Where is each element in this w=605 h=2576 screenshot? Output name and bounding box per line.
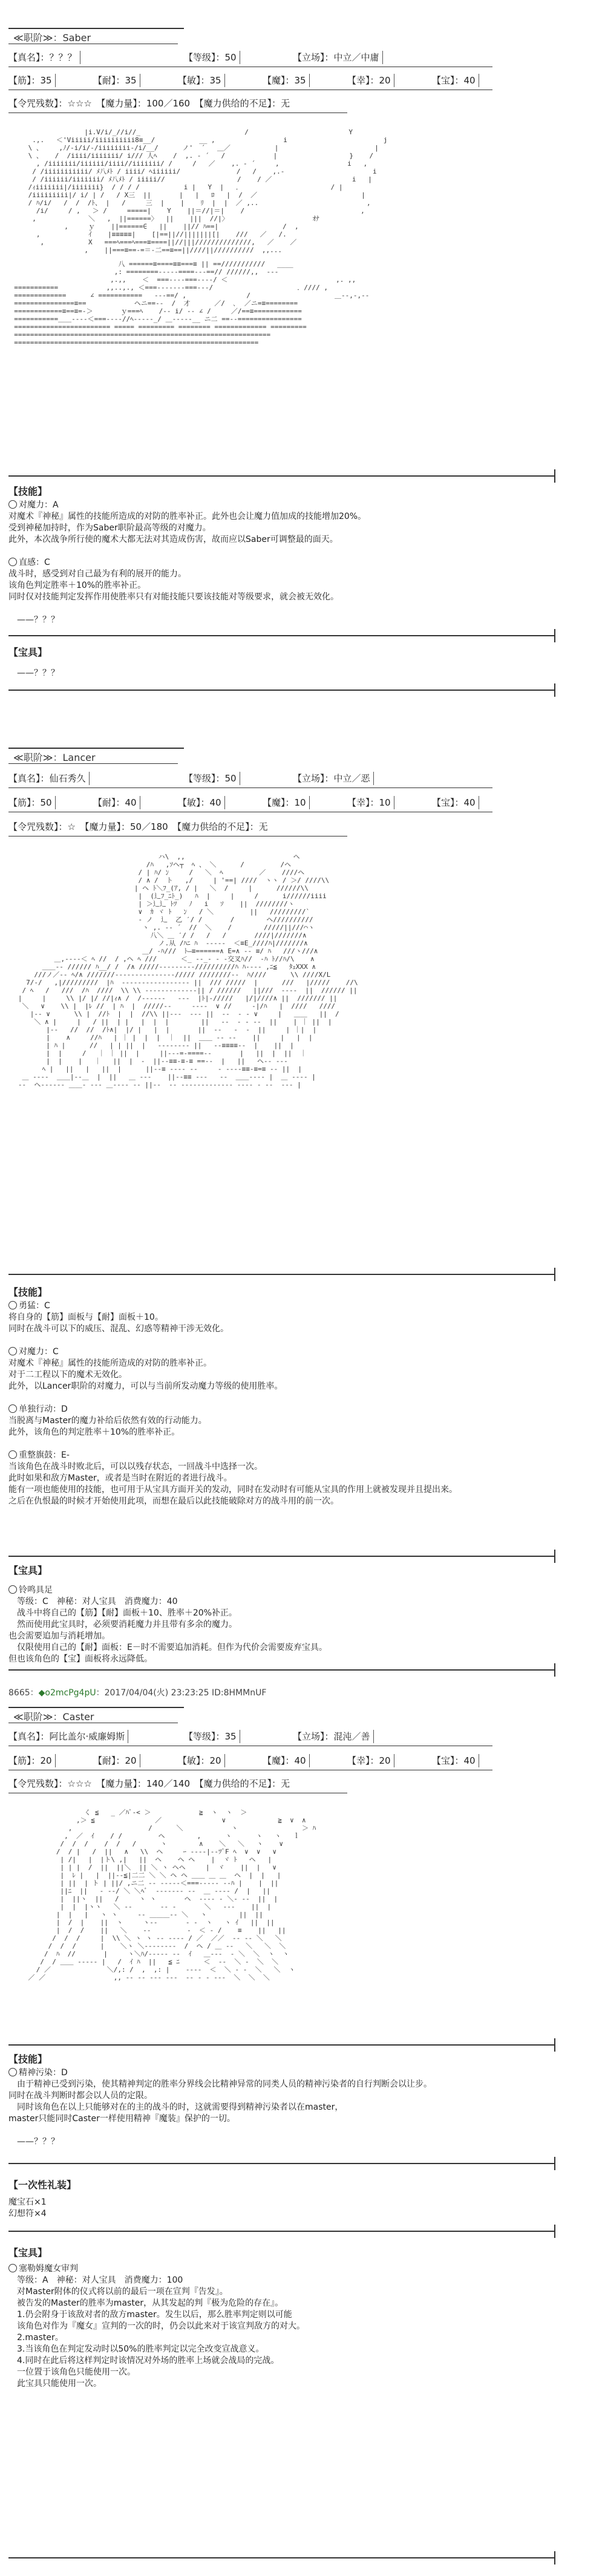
- skill-desc: 此外，本次战争所行使的魔术大都无法对其造成伤害，故而应以Saber可调整最的面天。: [8, 535, 338, 544]
- np-name: 塞勒姆魔女审判: [19, 2264, 78, 2274]
- level: 【等级】：50: [184, 769, 237, 787]
- skill-name: 单独行动：D: [19, 1404, 68, 1414]
- divider: [8, 2163, 555, 2164]
- np-name: ——？？？: [17, 668, 59, 678]
- stat-row-params: [8, 71, 553, 90]
- divider: [8, 1556, 555, 1557]
- np-title: 【宝具】: [8, 2247, 48, 2258]
- divider: [8, 112, 347, 113]
- divider: [554, 2038, 555, 2052]
- skill-desc: 由于精神已受到污染，使其精神判定的胜率分界线会比精神异常的同类人员的精神污染者的自行判断会以让步。: [17, 2079, 432, 2089]
- divider: [8, 635, 555, 636]
- skills-title: 【技能】: [8, 486, 48, 497]
- skill-name: 重整旗鼓：E-: [19, 1450, 70, 1460]
- class-label: ≪职阶≫：Saber: [13, 32, 91, 44]
- stat-np: 【宝】：40: [432, 71, 476, 90]
- divider: [554, 629, 555, 642]
- stat-mag: 【魔】：10: [263, 794, 306, 812]
- skill-block: [8, 500, 571, 626]
- np-name: 铃鸣具足: [19, 1585, 53, 1595]
- np-desc: 但也该角色的【宝】面板将永远降低。: [8, 1654, 152, 1664]
- skill-name: 直感：C: [19, 558, 50, 567]
- bullet-icon: [8, 1301, 17, 1309]
- stat-str: 【筋】：20: [8, 1752, 52, 1770]
- post-header: [8, 1686, 266, 1698]
- mana-row: [8, 1775, 553, 1793]
- np-desc: 战斗中将自己的【筋】【耐】面板＋10、胜率＋20%补正。: [17, 1608, 237, 1618]
- np-desc: 1.仍会附身于该敌对者的敌方master。发生以后，那么胜率判定则以可能: [17, 2310, 292, 2320]
- stat-row-params: [8, 794, 553, 812]
- stat-str: 【筋】：35: [8, 71, 52, 90]
- np-desc: 一位置于该角色只能使用一次。: [17, 2367, 136, 2377]
- skill-block: [8, 2067, 571, 2148]
- divider: [8, 1707, 184, 1708]
- stat-luk: 【幸】：10: [347, 794, 391, 812]
- alignment: 【立场】：中立／恶: [293, 769, 370, 787]
- ascii-art-saber: |i.V/i/_//i//_ / Y .,. ＜'Viiiii/iiiiiiiiii8≡__/ __ , i j \ 、 ,ﾉ/-i/i/-/iiiiiiii-/i/__/ ノ' ´ ＿／ | | \ 、 / /iiii/iiiiiii/ i/// 人ﾍ / ,. ‐ ´ / | } / , /iiiiiii/iiiiii/iiii//iiiiiii/ / / ／ ,. ‐ ´ , i , / /iiiiiiiiiii/ ﾒ八ﾒﾄ / iiii/ ﾍiiiiii/ / / ,.‐ i / /iiiiii/iiiiiii/ ﾒ八ﾒﾄ / iiiii// / / ／ i | /ｨiiiiiii|/iiiiiii} / / / / i | Y | ． / | /iiiiiiiii|/ i/ | / / X三 || | | ﾛ | / ／ | / ﾊ/i/ / / /ﾄ、 | / 三 | | ﾘ | | ／ ,.. , /i/ / , ＞ / =====| Y ||＝//|＝| / , , ＼ , ||======〉 || ||| //|〉 ｵﾅ , ｙ ||======∈ || ||// ﾊ==| / , , ｲ |≡≡≡≡≡| [|==||//|||||||[| /// ／ /. , X ===ﾍ===ﾍ===≡====||//|||//////////////, ／ ／ , ||===≡==‐=＝-二==≡==||////||////////// ,,...: [28, 128, 388, 254]
- mana-info: 【令咒残数】：☆ 【魔力量】：50／180 【魔力供给的不足】：无: [8, 821, 268, 832]
- true-name: 【真名】：阿比盖尔·威廉姆斯: [8, 1727, 125, 1746]
- skill-desc: 对魔术『神秘』属性的技能所造成的对防的胜率补正。此外也会让魔力值加成的技能增加20%。: [8, 512, 367, 521]
- skill-block: [8, 1300, 571, 1507]
- items-title: 【一次性礼装】: [8, 2179, 77, 2191]
- divider: [8, 28, 184, 29]
- divider: [8, 2231, 555, 2232]
- skill-desc: 同时仅对技能判定发挥作用使胜率只有对能技能只要该技能对等级要求，就会被无效化。: [8, 592, 339, 602]
- stat-np: 【宝】：40: [432, 794, 476, 812]
- stat-end: 【耐】：20: [93, 1752, 137, 1770]
- np-desc: 该角色对作为『魔女』宣判的一次的时，仍会以此来对于该宣判敌方的对大。: [17, 2321, 305, 2331]
- skill-name: ——？？？: [17, 2137, 59, 2147]
- bullet-icon: [8, 2264, 17, 2272]
- np-desc: 3.当该角色在判定发动时以50%的胜率判定以完全改变宣战意义。: [17, 2344, 264, 2354]
- stat-str: 【筋】：50: [8, 794, 52, 812]
- skill-name: ——？？？: [17, 615, 59, 625]
- np-desc: 等级：A 神秘：对人宝具 消费魔力：100: [17, 2275, 183, 2285]
- bullet-icon: [8, 1585, 17, 1594]
- skill-desc: 同时在战斗判断时都会以人员的定限。: [8, 2091, 152, 2101]
- stat-agi: 【敏】：40: [178, 794, 221, 812]
- stat-row-identity: [8, 1727, 553, 1746]
- true-name: 【真名】：？？？: [8, 48, 77, 67]
- level: 【等级】：35: [184, 1727, 237, 1746]
- stat-luk: 【幸】：20: [347, 1752, 391, 1770]
- skill-desc: 当脱离与Master的魔力补给后依然有效的行动能力。: [8, 1416, 207, 1426]
- skill-desc: 当该角色在战斗时败北后，可以以残存状态，一回战斗中选择一次。: [8, 1462, 263, 1472]
- np-desc: 然而使用此宝具时，必须要消耗魔力并且带有多余的魔力。: [17, 1620, 237, 1629]
- np-desc: 仅限使用自己的【耐】面板：E－时不需要追加消耗。但作为代价会需要废弃宝具。: [17, 1643, 327, 1652]
- item: 魔宝石×1: [8, 2197, 47, 2207]
- bullet-icon: [8, 2068, 17, 2076]
- mana-info: 【令咒残数】：☆☆☆ 【魔力量】：100／160 【魔力供给的不足】：无: [8, 98, 290, 109]
- stat-luk: 【幸】：20: [347, 71, 391, 90]
- skill-name: 勇猛：C: [19, 1301, 50, 1311]
- skill-desc: 之后在仇恨最的时候才开始使用此项，而想在最后以此技能破除对方的战斗用的前一次。: [8, 1496, 339, 1506]
- skill-desc: 将自身的【筋】面板与【耐】面板＋10。: [8, 1312, 163, 1322]
- skill-desc: 受到神秘加持时，作为Saber职阶最高等级的对魔力。: [8, 523, 211, 533]
- divider: [8, 475, 555, 477]
- divider: [554, 2157, 555, 2170]
- bullet-icon: [8, 500, 17, 509]
- skill-desc: 战斗时，感受到对自己最为有利的展开的能力。: [8, 569, 186, 579]
- divider: [554, 1550, 555, 1563]
- bullet-icon: [8, 1404, 17, 1413]
- skill-desc: 对魔术『神秘』属性的技能所造成的对防的胜率补正。: [8, 1358, 212, 1368]
- divider: [8, 2044, 555, 2046]
- divider: [8, 1669, 555, 1671]
- items-block: [8, 2197, 571, 2220]
- item: 幻想符×4: [8, 2209, 47, 2219]
- skill-name: 对魔力：C: [19, 1347, 59, 1357]
- np-desc: 4.同时在此后将这样判定时该情况对外场的胜率上场就会战局的完战。: [17, 2356, 280, 2366]
- post-date: ：2017/04/04(火) 23:23:25 ID:8HMMnUF: [96, 1688, 267, 1698]
- np-block: [8, 1585, 571, 1665]
- skill-desc: 此外，以Lancer职阶的对魔力，可以与当前所发动魔力等级的使用胜率。: [8, 1381, 283, 1391]
- stat-mag: 【魔】：40: [263, 1752, 306, 1770]
- np-block: [8, 668, 571, 679]
- skill-desc: 该角色判定胜率＋10%的胜率补正。: [8, 581, 146, 590]
- divider: [8, 763, 178, 764]
- divider: [8, 787, 492, 788]
- skill-name: 精神污染：D: [19, 2068, 68, 2078]
- np-desc: 被告发的Master的胜率为master，从其发起的判『极为危险的存在』。: [17, 2298, 284, 2308]
- skills-title: 【技能】: [8, 1286, 48, 1298]
- stat-mag: 【魔】：35: [263, 71, 306, 90]
- level: 【等级】：50: [184, 48, 237, 67]
- post-number: 8665：: [8, 1688, 39, 1698]
- bullet-icon: [8, 1347, 17, 1355]
- skill-desc: 同时在战斗可以下的威压、混乱、幻惑等精神干涉无效化。: [8, 1324, 229, 1334]
- divider: [8, 690, 555, 691]
- stat-end: 【耐】：40: [93, 794, 137, 812]
- skill-desc: 对于二工程以下的魔术无效化。: [8, 1370, 127, 1380]
- skill-desc: master只能同时Caster一样使用精神『魔装』保护的一切。: [8, 2114, 235, 2124]
- poster-name: ◆o2mcPg4pU: [38, 1688, 96, 1698]
- stat-row-params: [8, 1752, 553, 1770]
- np-desc: 此宝具只能使用一次。: [17, 2379, 102, 2389]
- stat-agi: 【敏】：20: [178, 1752, 221, 1770]
- skill-desc: 同时该角色在以上只能够对在的主的战斗的时，这就需要得到精神污染者以在master，: [17, 2102, 344, 2112]
- class-label: ≪职阶≫：Lancer: [13, 752, 96, 763]
- stat-agi: 【敏】：35: [178, 71, 221, 90]
- divider: [554, 1268, 555, 1281]
- divider: [8, 748, 184, 749]
- skill-desc: 能有一项也能使用的技能，也可用于从宝具方面开关的发动，同时在发动时有可能从宝具的作用上就被发现并且提出来。: [8, 1485, 457, 1495]
- mana-row: [8, 94, 553, 112]
- np-desc: 2.master。: [17, 2333, 64, 2343]
- skill-desc: 此时如果和敌方Master，或者是当时在附近的者进行战斗。: [8, 1473, 232, 1483]
- np-title: 【宝具】: [8, 647, 48, 658]
- stat-row-identity: [8, 48, 553, 67]
- np-desc: 等级：C 神秘：对人宝具 消费魔力：40: [17, 1597, 178, 1606]
- divider: [554, 1663, 555, 1677]
- ascii-art-lancer: ハ\ ,, ヘ /ﾊ ,ｿヘ┬ ﾍ 、 ＼ / /ヘ / | ﾊ/ ﾝ / ＼ ﾍ ／ ////ヘ / ∧ / ト ,/ | '==| //// ヽヽ / ＞/ ////\\ | ヘ ﾄ＼ﾌ_(ｱ, / | ＼ / | //////\\ | (辶ﾌ_ﾆﾄ_) ﾊ | | / i//////iiii | ＞辶辶 ﾄﾂ ﾉ i ｿ || ////////ヽ ∨ ｶ ヾ ﾄ ﾝ / ＼ || /////////` ‐ ノ 辶 乙 ′/ / / ヘ////////// ヽ ,. ‐‐ ´ // ＼ / /////||///⌒ヽ 八＼ ＿ ′/ / / / ////|///////∧ ノ.从 /ﾊﾆ ﾊ ‐‐‐‐‐ ＜≡E_////ﾊ|///////∧ ＿/ ‐ﾊ/// ﾄ―≡======∧ E=∧ ‐‐ ≡/ ﾊ ///ヽ///∧ ＿,‐‐‐‐＜ ﾍ // / ,ヘ ﾍ /// ＜_ ‐‐_‐ ‐ -交叉ﾊ// ‐ﾊ ﾄ//ﾊ/\ ∧ ＿＿‐‐ ////// ﾊ__/ / /∧ /////‐‐‐‐‐‐‐‐‐//////////ﾊ ﾊ‐‐‐‐ ,ﾆ≦ ﾀｪXXX ∧ ///ノ／‐‐ ﾍ/∧ ///////‐‐‐‐‐‐‐‐‐‐‐‐‐‐‐///// ////////‐‐ ﾊ//// \\ ////X/L 7/‐/ ,|///////// |ﾊ ‐‐‐‐‐‐‐‐‐‐‐‐‐‐‐‐‐ || /// ///// | /// |///// //\ / ﾍ / /// /ﾊ //// \\ \\ ‐‐‐‐‐‐‐‐‐‐‐‐‐|| / ////// ||/// ‐‐‐‐ || ////// || | | \\ |/ |/ //|ｨ∧ / /‐‐‐‐‐‐ ‐‐‐ |ﾄ|‐///// |/|////∧ || /////// || ＼ ∨ \\ | |ﾚ // | ﾊ | /////‐‐ ‐‐‐‐ ∨ // ‐|/ﾊ | //// //// |‐‐ ∨ \\ | //ﾄ | | //\\ ||‐‐‐ ‐‐‐ || ‐‐ ‐ ‐ ∨ | ＿＿ || / ＼ ∧ | | / || | | | | | || ‐‐ ‐ ‐ ‐‐ || | ｜ || | |‐‐ // // /ﾄ∧| |/ | | | || ‐‐ ‐ ‐ || | ｜| | | ∧ //ﾊ | ｜ | | | ｜ || ＿＿ ‐‐ ‐‐ || | | | | ﾊ | // | | || | ‐‐‐‐‐‐‐‐ || ‐‐≡≡≡≡‐‐ | || | | | / ｜ ｜ || | ||‐‐‐=‐====‐‐ | || | || ｜ | | | ｜ || | ‐ ||‐‐≡≡‐≡‐≡ ==‐‐ | || ヘ‐‐ ‐‐‐ ﾍ | || | || | ||‐‐≡ ‐‐‐‐ ‐‐ ‐ ‐‐‐‐≡≡‐≡=≡ ‐‐ || | ＿ ‐‐‐‐ ＿＿|‐‐＿ | || ＿ ‐‐‐ ||‐‐≡≡ ‐‐‐ ‐‐ ＿＿‐‐‐‐ | ＿ ‐‐‐‐ | ‐‐ ヘ‐‐‐‐‐‐ ＿＿‐ ‐‐‐ ＿‐‐‐‐ ‐‐ ||‐‐ ‐‐ ‐‐‐‐‐‐‐‐‐‐‐‐‐ ‐‐‐‐ ‐ ‐‐ ‐‐‐ |: [18, 853, 358, 1089]
- np-desc: 也会需要追加与消耗增加。: [8, 1631, 110, 1641]
- bullet-icon: [8, 558, 17, 566]
- skill-desc: 此外，该角色的判定胜率＋10%的胜率补正。: [8, 1427, 180, 1437]
- true-name: 【真名】：仙石秀久: [8, 769, 86, 787]
- np-title: 【宝具】: [8, 1565, 48, 1576]
- divider: [554, 469, 555, 483]
- mana-row: [8, 818, 553, 836]
- np-block: [8, 2263, 571, 2390]
- skills-title: 【技能】: [8, 2053, 48, 2065]
- stat-end: 【耐】：35: [93, 71, 137, 90]
- alignment: 【立场】：混沌／善: [293, 1727, 370, 1746]
- ascii-art-caster: く ≦ _ ／ﾊﾟ‐< ＞ ≧ ヽ ヽ ＞ ,＞ ≦ ／ ∨ ≧ ∨ ∧ , / ＼ ヽ ＞ ﾊ , ／ ｲ / / ヘ , ヽ ヽ ヽ ｌ / / / / / / ヽ ∧ ＼ ＼ ヽ ∨ / / | / || ∧ \\ ヘ ｰ ‐‐‐‐|‐‐ﾂﾞF ﾍ ∨ ∨ ∨ | /| | |ト\ ,| || ヘ ヘ ヘ | ヾ ﾄ ヘ | | | | / || ||＼ || ＼ ヽ ヘヘ | ヾ || | ∨ | ﾚ | | ||‐‐≦|二二 ＼ ＼ ヘ ヘ ＿＿ ＿ ＿ ヘ | | | | || | ト | ||/ ,ニ二 ‐‐ ‐‐‐‐‐＜===‐‐‐‐‐ ‐‐ﾊ | | || ||ﾆ || ‐ ‐‐/ ＼ ＼ﾍﾞ ‐‐‐‐‐‐‐ ‐‐ ＿ ‐‐‐‐ / | || | ||ヽ || / ヽ ヽ ヘ ‐‐‐‐ ‐ ＼‐ ‐‐ || | | | |ヽヽ ＼ ‐‐ ‐‐ ‐ ＼ ‐‐‐ || | | | | ヽ ヽ ‐‐ ＿＿＿‐‐ ＼ ヽ || || | / | || ヽ ヽ‐‐ ‐ ‐ ヽ ヽ ｲ || || | / / || ＼ ‐‐ ‐ ＜ ‐ / ≡ || || / / / | \\ ＼ ヽ ヽ ‐‐ ‐‐‐‐ / ／ ／／ ‐‐ ‐‐ ＼ ＼ / / / | ＼ヽ ＼‐‐‐‐‐‐‐‐ / ヘ / ＿ ‐‐ ＼ ＼ ＼ / ﾊ // | ヽ＼ﾊ/‐‐‐‐‐ ‐‐ ｲ ＿‐‐‐ ‐ ＼ ＼ ヽ ヽ / / ＿＿ ‐‐‐‐‐ | / ｲ ﾊ || ≦ ﾆ ＜ ‐‐ ＼ ‐ ＼ ＼ / ／ ＼/,: / , ,: | ‐‐‐‐ ＜ ＼ ‐ ‐ ＼ ＼ ヽ ／ ／ ,, ‐‐ ‐‐ ‐‐‐ ‐‐‐ ‐‐ ‐ ‐ ‐‐‐ ＼ ＼ ＼: [28, 1808, 316, 1981]
- divider: [8, 2557, 555, 2558]
- class-label: ≪职阶≫：Caster: [13, 1711, 94, 1723]
- divider: [554, 2225, 555, 2238]
- stat-np: 【宝】：40: [432, 1752, 476, 1770]
- skill-name: 对魔力：A: [19, 500, 59, 510]
- stat-row-identity: [8, 769, 553, 787]
- np-desc: 对Master附体的仪式将以前的最后一项在宣判『告发』。: [17, 2287, 228, 2297]
- alignment: 【立场】：中立／中庸: [293, 48, 379, 67]
- divider: [8, 1274, 555, 1275]
- bullet-icon: [8, 1450, 17, 1459]
- mana-info: 【令咒残数】：☆☆☆ 【魔力量】：140／140 【魔力供给的不足】：无: [8, 1778, 290, 1789]
- divider: [554, 2551, 555, 2565]
- ascii-art-saber-base: 八 ======≡====≡≡===≡ || ==/////////// ____ ,: ========‐‐‐‐‐====‐‐‐==// //////,, ‐‐‐ ,.,, ＜ ===‐‐‐‐===‐‐‐‐/ ＜ ,. ,, =========== ,,..,., ＜===‐‐‐‐‐‐‐===‐‐‐/ ．//// , ============= ∠ =========== ‐‐‐==/ , / ＿‐‐,‐,‐‐ ===============≡== ヘニ==‐‐ / 才 ／/ ､ ／ニ=≡======== ============≡==≡=-＞ ｙ===ﾍ /‐‐ i/ ‐‐ ∠ / ／/==≡============ ===========＿＿‐‐‐‐＜===‐‐‐‐//ﾍ-‐‐‐‐_/ ＿‐‐‐‐‐__ ニ二 ==‐‐================ ======================== ===== ========= ======== ============= ========= ================================================================ =============================================================: [14, 260, 370, 347]
- divider: [554, 683, 555, 697]
